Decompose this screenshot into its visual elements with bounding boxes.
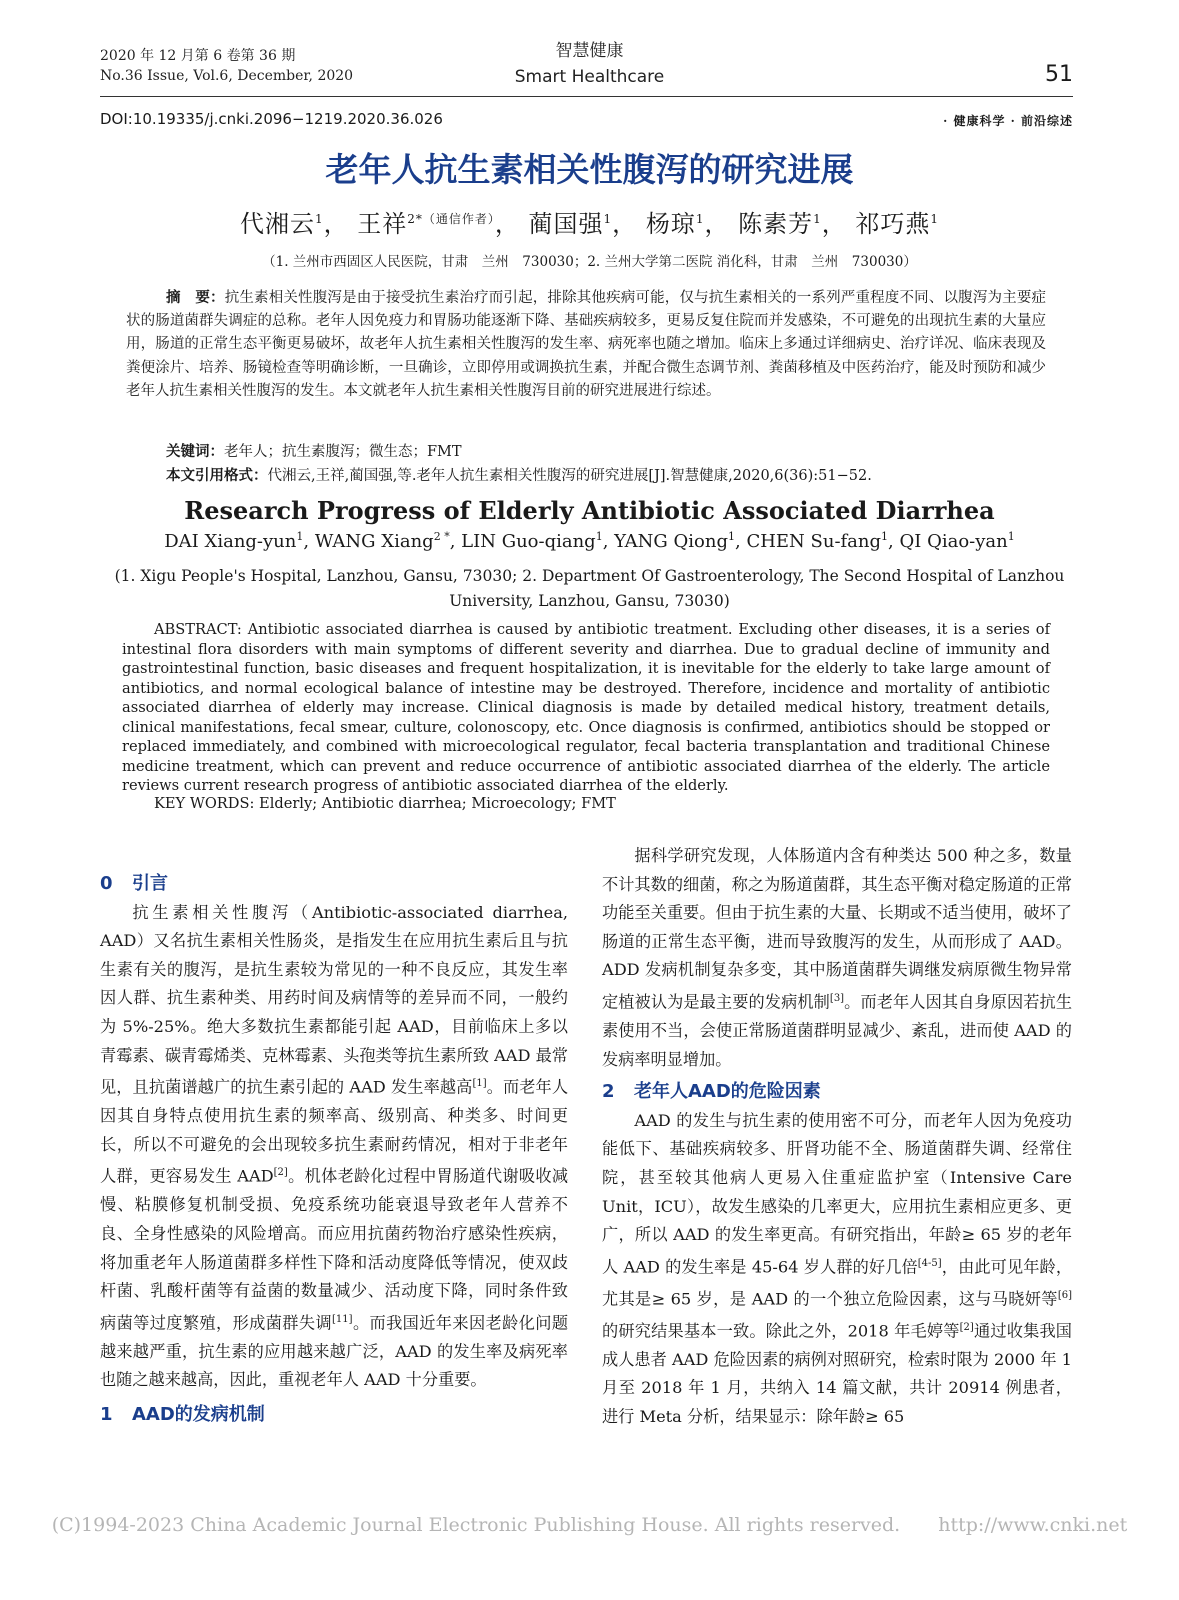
doi[interactable]: DOI:10.19335/j.cnki.2096−1219.2020.36.026 [100, 110, 443, 128]
abstract-cn [126, 287, 1046, 403]
issue-cn: 2020 年 12 月第 6 卷第 36 期 [100, 48, 296, 64]
issue-en: No.36 Issue, Vol.6, December, 2020 [100, 68, 354, 84]
reference-link[interactable]: [3] [829, 992, 845, 1004]
affiliation-en: (1. Xigu People's Hospital, Lanzhou, Gansu, 73030; 2. Department Of Gastroenterology, The Second Hospital of Lanzhou University, Lanzhou, Gansu, 73030) [114, 567, 1065, 610]
page-number: 51 [1045, 62, 1073, 87]
section-heading-2: 2 老年人AAD的危险因素 [602, 1081, 821, 1103]
page-title: 老年人抗生素相关性腹泻的研究进展 [325, 150, 854, 189]
reference-link[interactable]: [6] [1057, 1289, 1072, 1301]
body-column-left [100, 870, 568, 1429]
reference-link[interactable]: [2] [959, 1321, 974, 1333]
section-2-paragraph: AAD 的发生与抗生素的使用密不可分，而老年人因为免疫功能低下、基础疾病较多、肝肾功能不全、肠道菌群失调、经常住院，甚至较其他病人更易入住重症监护室（Intensive Care Unit，ICU），故发生感染的几率更大，应用抗生素相应更多、更广，所以 AAD 的发生率更高。有研究指出，年龄≥ 65 岁的老年人 AAD 的发生率是 45-64 岁人群的好几倍[4-5]，由此可见年龄，尤其是≥ 65 岁，是 AAD 的一个独立危险因素，这与马晓妍等[6]的研究结果基本一致。除此之外，2018 年毛婷等[2]通过收集我国成人患者 AAD 危险因素的病例对照研究，检索时限为 2000 年 1 月至 2018 年 1 月，共纳入 14 篇文献，共计 20914 例患者，进行 Meta 分析，结果显示：除年龄≥ 65 [602, 1110, 1073, 1426]
body-column-right [602, 842, 1072, 1431]
section-heading-0: 0 引言 [100, 873, 168, 894]
reference-link[interactable]: [4-5] [917, 1257, 942, 1269]
journal-cn: 智慧健康 [555, 41, 624, 61]
abstract-text: 抗生素相关性腹泻是由于接受抗生素治疗而引起，排除其他疾病可能，仅与抗生素相关的一系列严重程度不同、以腹泻为主要症状的肠道菌群失调症的总称。老年人因免疫力和胃肠功能逐渐下降、基础疾病较多，更易反复住院而并发感染，不可避免的出现抗生素的大量应用，肠道的正常生态平衡更易破坏，故老年人抗生素相关性腹泻的发生率、病死率也随之增加。临床上多通过详细病史、治疗详况、临床表现及粪便涂片、培养、肠镜检查等明确诊断，一旦确诊，立即停用或调换抗生素，并配合微生态调节剂、粪菌移植及中医药治疗，能及时预防和减少老年人抗生素相关性腹泻的发生。本文就老年人抗生素相关性腹泻目前的研究进展进行综述。 [126, 290, 1047, 399]
affiliation-cn: （1. 兰州市西固区人民医院，甘肃 兰州 730030；2. 兰州大学第二医院 消化科，甘肃 兰州 730030） [262, 254, 917, 270]
keywords-cn: 关键词：老年人；抗生素腹泻；微生态；FMT [166, 444, 462, 460]
authors-en: DAI Xiang-yun$^1$, WANG Xiang$^{2 *}$, LIN Guo-qiang$^1$, YANG Qiong$^1$, CHEN Su-fang$^1$, QI Qiao-yan$^1$ [164, 530, 1015, 552]
section-1-paragraph: 据科学研究发现，人体肠道内含有种类达 500 种之多，数量不计其数的细菌，称之为肠道菌群，其生态平衡对稳定肠道的正常功能至关重要。但由于抗生素的大量、长期或不适当使用，破坏了肠道的正常生态平衡，进而导致腹泻的发生，从而形成了 AAD。ADD 发病机制复杂多变，其中肠道菌群失调继发病原微生物异常定植被认为是最主要的发病机制[3]。而老年人因其自身原因若抗生素使用不当，会使正常肠道菌群明显减少、紊乱，进而使 AAD 的发病率明显增加。 [602, 846, 1073, 1069]
section-0-paragraph: 抗生素相关性腹泻（Antibiotic-associated diarrhea, AAD）又名抗生素相关性肠炎，是指发生在应用抗生素后且与抗生素有关的腹泻，是抗生素较为常见的一种不良反应，其发生率因人群、抗生素种类、用药时间及病情等的差异而不同，一般约为 5%-25%。绝大多数抗生素都能引起 AAD，目前临床上多以青霉素、碳青霉烯类、克林霉素、头孢类等抗生素所致 AAD 最常见，且抗菌谱越广的抗生素引起的 AAD 发生率越高[1]。而老年人因其自身特点使用抗生素的频率高、级别高、种类多、时间更长，所以不可避免的会出现较多抗生素耐药情况，相对于非老年人群，更容易发生 AAD[2]。机体老龄化过程中胃肠道代谢吸收减慢、粘膜修复机制受损、免疫系统功能衰退导致老年人营养不良、全身性感染的风险增高。而应用抗菌药物治疗感染性疾病，将加重老年人肠道菌群多样性下降和活动度降低等情况，使双歧杆菌、乳酸杆菌等有益菌的数量减少、活动度下降，同时条件致病菌等过度繁殖，形成菌群失调[11]。而我国近年来因老龄化问题越来越严重，抗生素的应用越来越广泛，AAD 的发生率及病死率也随之越来越高，因此，重视老年人 AAD 十分重要。 [100, 902, 569, 1390]
authors-cn: 代湘云$^1$， 王祥$^{2*(通信作者)}$， 蔺国强$^1$， 杨琼$^1$， 陈素芳$^1$， 祁巧燕$^1$ [239, 210, 940, 238]
journal-en: Smart Healthcare [514, 67, 665, 87]
copyright-watermark: (C)1994-2023 China Academic Journal Electronic Publishing House. All rights reserved. http://www.cnki.net [51, 1514, 1128, 1536]
abstract-en: ABSTRACT: Antibiotic associated diarrhea is caused by antibiotic treatment. Excluding other diseases, it is a series of intestinal flora disorders with main symptoms of different severity and diarrhea. Due to gradual decline of immunity and gastrointestinal function, basic diseases and frequent hospitalization, it is inevitable for the elderly to take large amount of antibiotics, and normal ecological balance of intestine may be destroyed. Therefore, incidence and mortality of antibiotic associated diarrhea of elderly may increase. Clinical diagnosis is made by detailed medical history, treatment details, clinical manifestations, fecal smear, culture, colonoscopy, etc. Once diagnosis is confirmed, antibiotics should be stopped or replaced immediately, and combined with microecological regulator, fecal bacteria transplantation and traditional Chinese medicine treatment, which can prevent and reduce occurrence of antibiotic associated diarrhea of the elderly. The article reviews current research progress of antibiotic associated diarrhea of the elderly. [122, 621, 1050, 794]
reference-link[interactable]: [2] [273, 1167, 288, 1179]
header-divider [100, 96, 1073, 97]
reference-link[interactable]: [1] [472, 1078, 487, 1090]
keywords-en: KEY WORDS: Elderly; Antibiotic diarrhea; Microecology; FMT [154, 795, 616, 812]
reference-link[interactable]: [11] [332, 1313, 353, 1325]
title-en: Research Progress of Elderly Antibiotic Associated Diarrhea [184, 496, 995, 525]
abstract-label: 摘 要： [166, 290, 225, 306]
section-heading-1: 1 AAD的发病机制 [100, 1403, 265, 1425]
citation-format: 本文引用格式：代湘云,王祥,蔺国强,等.老年人抗生素相关性腹泻的研究进展[J].智慧健康,2020,6(36):51−52. [166, 468, 872, 484]
section-label: · 健康科学 · 前沿综述 [943, 114, 1073, 128]
journal-name [0, 38, 1179, 90]
